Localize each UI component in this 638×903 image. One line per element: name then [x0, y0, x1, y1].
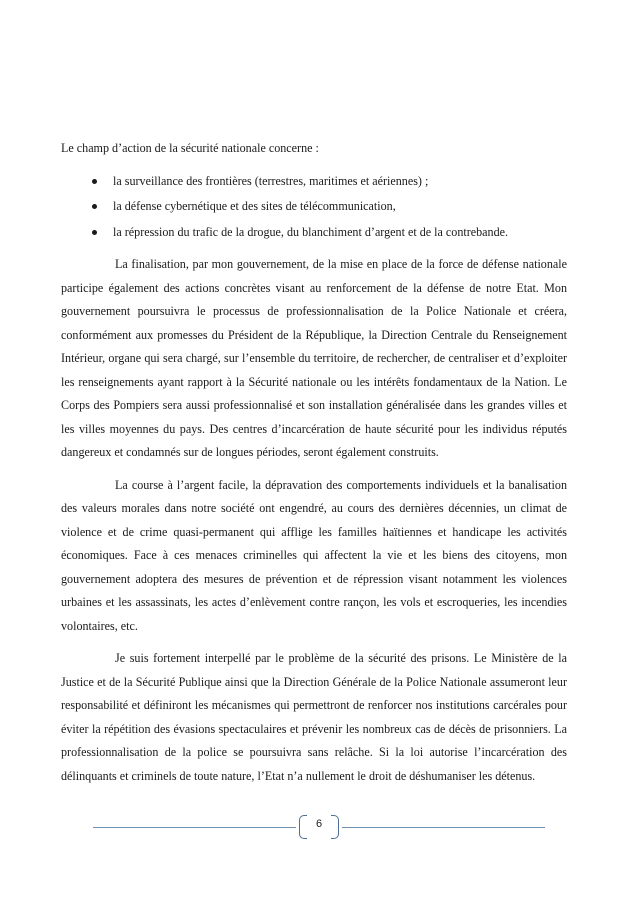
footer-rule-left [93, 827, 296, 828]
paragraph-prisons: Je suis fortement interpellé par le problème de la sécurité des prisons. Le Ministère de la Justice et de la Sécurité Publique ainsi que la Direction Générale de la Police Nationale assumeront leur responsabilité et définiront les mécanismes qui permettront de renforcer nos institutions carcérales pour éviter la répétition des évasions spectaculaires et prévenir les nombreux cas de décès de prisonniers. La professionnalisation de la police se poursuivra sans relâche. Si la loi autorise l’incarcération des délinquants et criminels de toute nature, l’Etat n’a nullement le droit de déshumaniser les détenus. [61, 651, 567, 783]
paragraph-crime: La course à l’argent facile, la dépravation des comportements individuels et la banalisation des valeurs morales dans notre société ont engendré, au cours des dernières décennies, un climat de violence et de crime quasi-permanent qui afflige les familles haïtiennes et handicape les activités économiques. Face à ces menaces criminelles qui affectent la vie et les biens des citoyens, mon gouvernement adoptera des mesures de prévention et de répression visant notamment les violences urbaines et les assassinats, les actes d’enlèvement contre rançon, les vols et escroqueries, les incendies volontaires, etc. [61, 477, 567, 633]
page-footer [93, 815, 545, 839]
intro-line: Le champ d’action de la sécurité nationale concerne : [61, 141, 319, 155]
document-body [61, 137, 567, 788]
right-bracket-icon [331, 815, 339, 839]
bullet-icon [92, 204, 97, 209]
footer-rule-right [342, 827, 545, 828]
bullet-icon [92, 179, 97, 184]
bullet-text: la répression du trafic de la drogue, du blanchiment d’argent et de la contrebande. [113, 224, 509, 239]
bullet-text: la surveillance des frontières (terrestres, maritimes et aériennes) ; [113, 173, 429, 188]
bullet-list [61, 170, 567, 245]
bullet-item [61, 170, 567, 194]
bullet-item [61, 221, 567, 245]
bullet-item [61, 195, 567, 219]
bullet-text: la défense cybernétique et des sites de télécommunication, [113, 199, 396, 213]
paragraph-defense: La finalisation, par mon gouvernement, de la mise en place de la force de défense nationale participe également des actions concrètes visant au renforcement de la défense de notre Etat. Mon gouvernement poursuivra le processus de professionnalisation de la Police Nationale et créera, conformément aux promesses du Président de la République, la Direction Centrale du Renseignement Intérieur, organe qui sera chargé, sur l’ensemble du territoire, de rechercher, de centraliser et d’exploiter les renseignements ayant rapport à la Sécurité nationale ou les intérêts fondamentaux de la Nation. Le Corps des Pompiers sera aussi professionnalisé et son installation généralisée dans les grandes villes et les villes moyennes du pays. Des centres d’incarcération de haute sécurité pour les individus réputés dangereux et condamnés sur de longues périodes, seront également construits. [61, 257, 567, 459]
bullet-icon [92, 230, 97, 235]
page-number: 6 [315, 818, 323, 830]
